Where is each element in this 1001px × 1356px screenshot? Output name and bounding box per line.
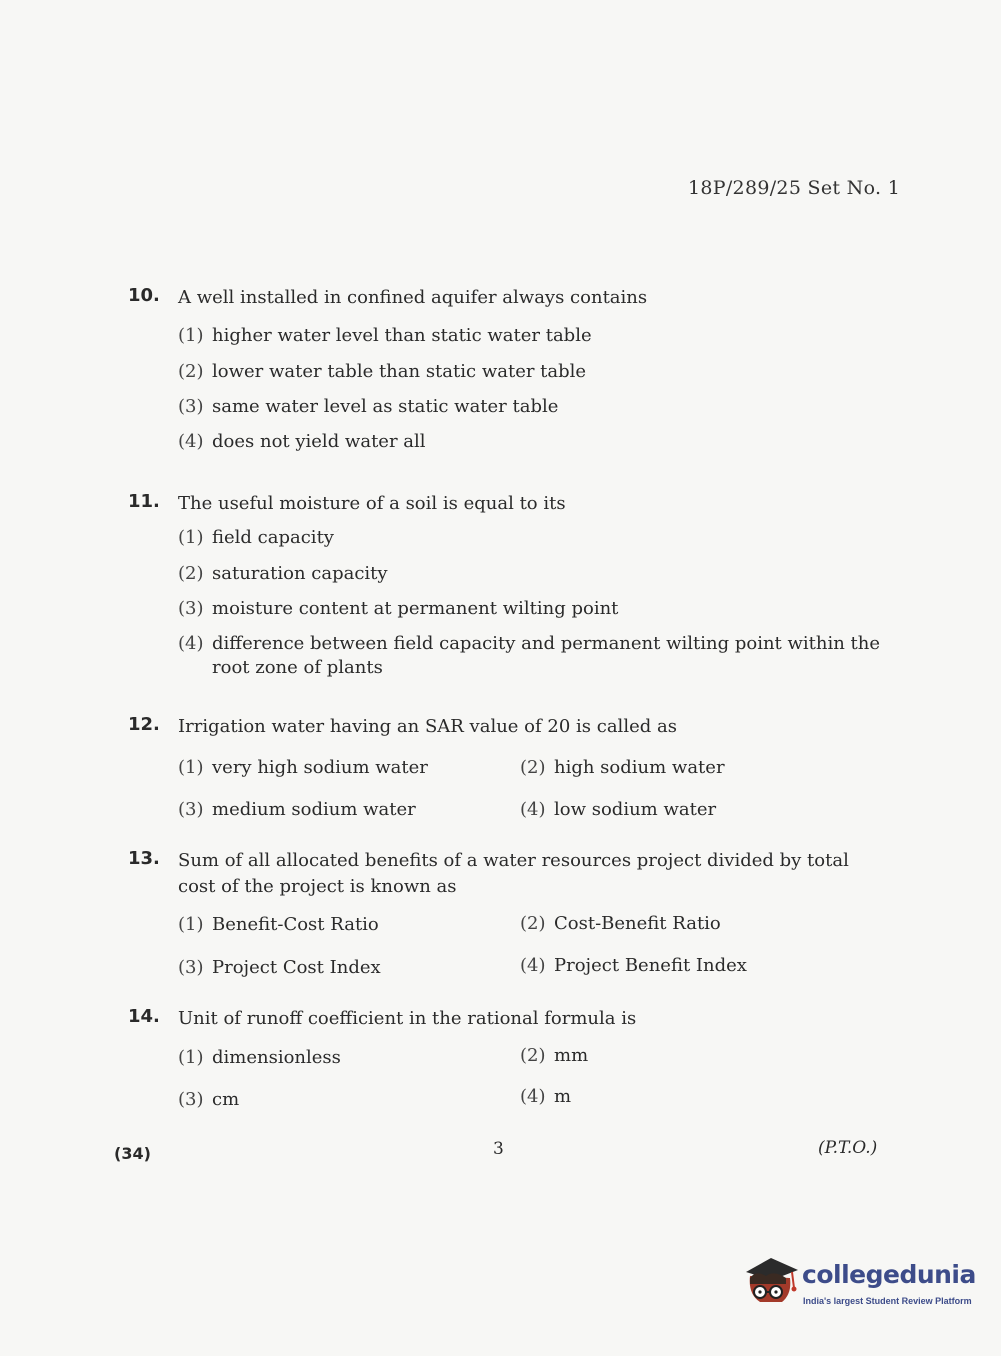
question-number: 11.: [128, 491, 160, 512]
option-14-2: (2) mm: [520, 1045, 589, 1066]
question-number: 10.: [128, 285, 160, 306]
option-12-2: (2) high sodium water: [520, 757, 725, 778]
option-13-3: (3) Project Cost Index: [178, 957, 381, 978]
option-10-4: (4) does not yield water all: [178, 431, 426, 452]
page-number: 3: [493, 1139, 504, 1159]
pto-label: (P.T.O.): [818, 1138, 878, 1158]
option-14-4: (4) m: [520, 1086, 572, 1107]
question-number: 12.: [128, 714, 160, 735]
logo-name: collegedunia: [802, 1260, 976, 1289]
option-13-1: (1) Benefit-Cost Ratio: [178, 914, 379, 935]
option-10-3: (3) same water level as static water table: [178, 396, 559, 417]
paper-code: (34): [114, 1144, 151, 1163]
option-12-3: (3) medium sodium water: [178, 799, 416, 820]
question-text: Unit of runoff coefficient in the rational formula is: [178, 1008, 637, 1029]
question-text: A well installed in confined aquifer always contains: [178, 287, 648, 308]
option-11-1: (1) field capacity: [178, 527, 334, 548]
question-text: Sum of all allocated benefits of a water resources project divided by total cost of the project is known as: [178, 850, 849, 897]
option-12-4: (4) low sodium water: [520, 799, 717, 820]
option-10-1: (1) higher water level than static water table: [178, 325, 592, 346]
collegedunia-logo: [742, 1250, 976, 1320]
logo-tagline: India's largest Student Review Platform: [803, 1296, 972, 1306]
option-13-4: (4) Project Benefit Index: [520, 955, 747, 976]
option-14-1: (1) dimensionless: [178, 1047, 341, 1068]
question-text: The useful moisture of a soil is equal to its: [178, 493, 566, 514]
question-text: Irrigation water having an SAR value of 20 is called as: [178, 716, 677, 737]
mascot-icon: [742, 1250, 800, 1312]
question-number: 13.: [128, 848, 160, 869]
option-11-4: (4) difference between field capacity and permanent wilting point within the root zone of plants: [178, 633, 881, 678]
option-12-1: (1) very high sodium water: [178, 757, 428, 778]
option-11-3: (3) moisture content at permanent wilting point: [178, 598, 619, 619]
option-10-2: (2) lower water table than static water table: [178, 361, 587, 382]
question-number: 14.: [128, 1006, 160, 1027]
option-14-3: (3) cm: [178, 1089, 240, 1110]
option-13-2: (2) Cost-Benefit Ratio: [520, 913, 721, 934]
set-code: 18P/289/25 Set No. 1: [688, 177, 901, 199]
option-11-2: (2) saturation capacity: [178, 563, 388, 584]
